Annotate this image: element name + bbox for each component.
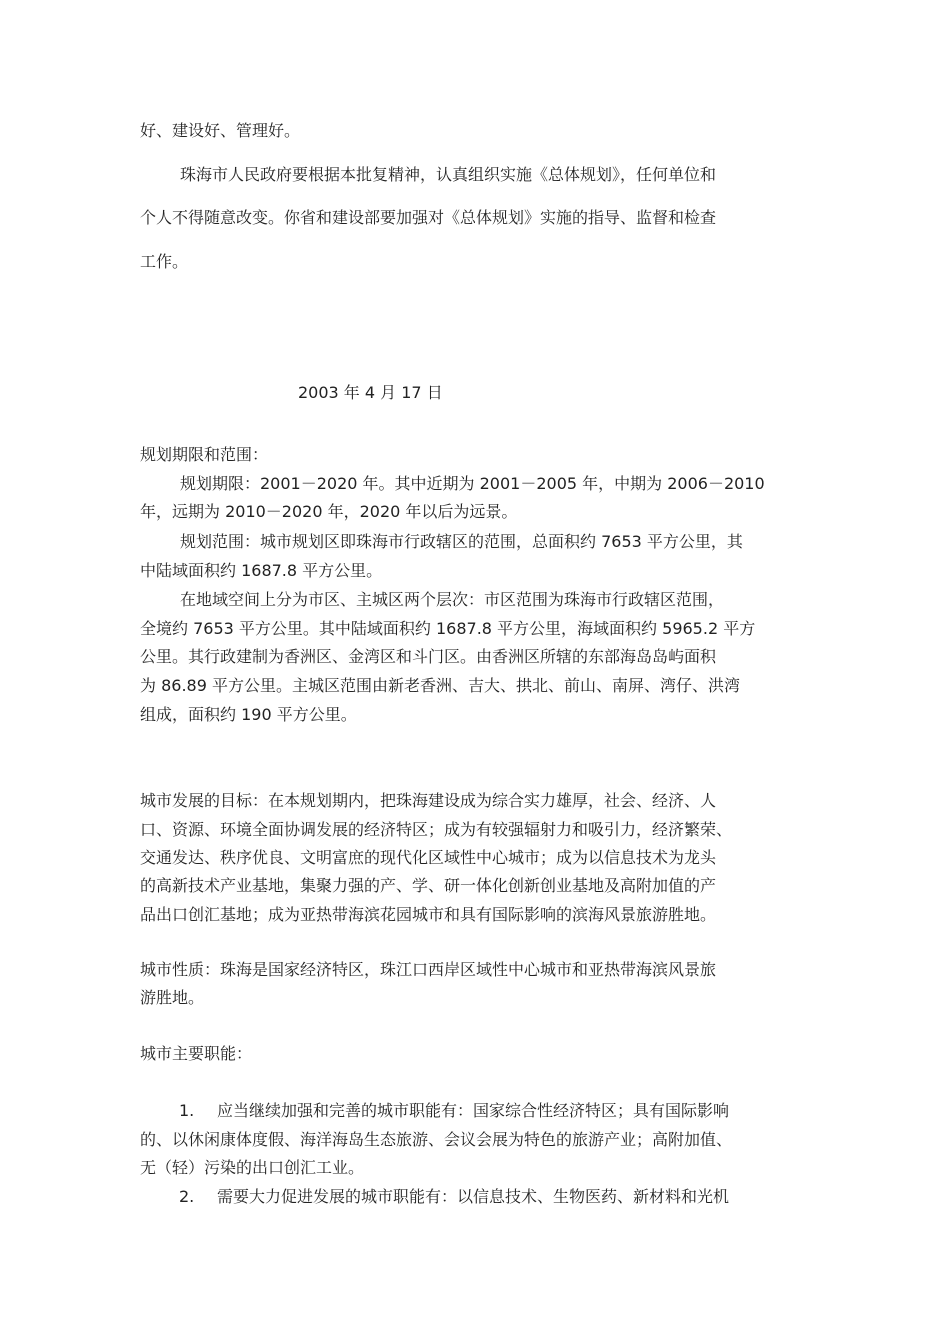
function-item-line-1: 需要大力促进发展的城市职能有：以信息技术、生物医药、新材料和光机 [217,1187,730,1206]
scope-space-line-4: 为 86.89 平方公里。主城区范围由新老香洲、吉大、拱北、前山、南屏、湾仔、洪湾 [140,676,740,695]
letter-line-2: 珠海市人民政府要根据本批复精神，认真组织实施《总体规划》，任何单位和 [180,165,717,184]
scope-period-line-1: 规划期限：2001－2020 年。其中近期为 2001－2005 年，中期为 2006－2010 [180,474,765,493]
scope-period-line-2: 年，远期为 2010－2020 年，2020 年以后为远景。 [140,502,518,521]
function-item-line-3: 无（轻）污染的出口创汇工业。 [140,1158,365,1177]
scope-space-line-5: 组成，面积约 190 平方公里。 [140,705,357,724]
function-item-number: 1. [179,1101,195,1120]
goals-line-1: 城市发展的目标：在本规划期内，把珠海建设成为综合实力雄厚，社会、经济、人 [140,791,717,810]
nature-line-2: 游胜地。 [140,988,205,1007]
nature-line-1: 城市性质：珠海是国家经济特区，珠江口西岸区域性中心城市和亚热带海滨风景旅 [140,960,717,979]
scope-range-line-2: 中陆域面积约 1687.8 平方公里。 [140,561,383,580]
letter-date: 2003 年 4 月 17 日 [298,383,443,402]
function-item-number: 2. [179,1187,195,1206]
goals-line-3: 交通发达、秩序优良、文明富庶的现代化区域性中心城市；成为以信息技术为龙头 [140,848,717,867]
scope-range-line-1: 规划范围：城市规划区即珠海市行政辖区的范围，总面积约 7653 平方公里，其 [180,532,743,551]
function-item-line-2: 的、以休闲康体度假、海洋海岛生态旅游、会议会展为特色的旅游产业；高附加值、 [140,1130,733,1149]
scope-space-line-2: 全境约 7653 平方公里。其中陆域面积约 1687.8 平方公里，海域面积约 5965.2 平方 [140,619,756,638]
letter-line-1: 好、建设好、管理好。 [140,121,301,140]
scope-heading: 规划期限和范围： [140,445,269,464]
scope-space-line-1: 在地域空间上分为市区、主城区两个层次：市区范围为珠海市行政辖区范围， [180,590,725,609]
function-item-line-1: 应当继续加强和完善的城市职能有：国家综合性经济特区；具有国际影响 [217,1101,730,1120]
goals-line-4: 的高新技术产业基地，集聚力强的产、学、研一体化创新创业基地及高附加值的产 [140,876,717,895]
scope-space-line-3: 公里。其行政建制为香洲区、金湾区和斗门区。由香洲区所辖的东部海岛岛屿面积 [140,647,717,666]
functions-heading: 城市主要职能： [140,1044,253,1063]
letter-line-3: 个人不得随意改变。你省和建设部要加强对《总体规划》实施的指导、监督和检查 [140,208,717,227]
goals-line-5: 品出口创汇基地；成为亚热带海滨花园城市和具有国际影响的滨海风景旅游胜地。 [140,905,717,924]
goals-line-2: 口、资源、环境全面协调发展的经济特区；成为有较强辐射力和吸引力，经济繁荣、 [140,820,733,839]
letter-line-4: 工作。 [140,252,189,271]
